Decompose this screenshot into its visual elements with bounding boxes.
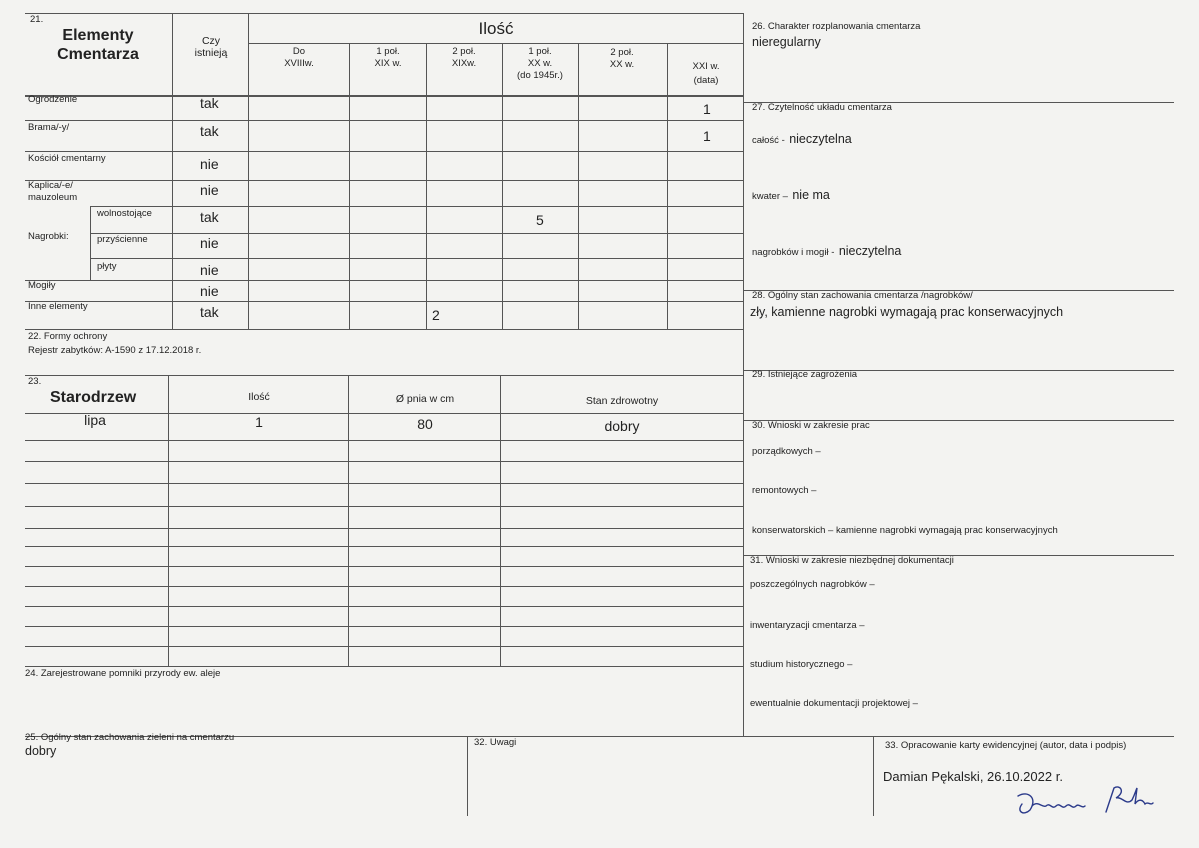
row-label: Kościół cmentarny — [28, 153, 106, 164]
period-header: 2 poł. — [452, 46, 476, 57]
period-header: XIXw. — [451, 58, 477, 69]
section-26-value: nieregularny — [752, 35, 821, 49]
rule — [25, 586, 743, 587]
period-header: XXI w. — [692, 61, 720, 72]
nagrobkow-value: nieczytelna — [838, 244, 902, 258]
exists-value: tak — [200, 95, 219, 111]
count-value: 5 — [536, 212, 544, 228]
rule — [25, 506, 743, 507]
rule — [25, 528, 743, 529]
count-value: 1 — [703, 128, 711, 144]
rule — [25, 646, 743, 647]
rule — [25, 13, 743, 14]
section-31-inwentaryzacji: inwentaryzacji cmentarza – — [750, 620, 865, 631]
row-label: Inne elementy — [28, 301, 88, 312]
section-28-label: 28. Ogólny stan zachowania cmentarza /nagrobków/ — [752, 290, 973, 301]
section-29-label: 29. Istniejące zagrożenia — [752, 369, 858, 380]
rule — [349, 43, 350, 329]
rule — [25, 375, 743, 376]
rule — [25, 606, 743, 607]
rule — [578, 43, 579, 329]
rule — [25, 413, 743, 414]
row-sublabel: wolnostojące — [97, 208, 152, 219]
period-header: XIX w. — [374, 58, 402, 69]
period-header: 2 poł. — [610, 47, 634, 58]
exists-value: tak — [200, 209, 219, 225]
count-value: 1 — [703, 101, 711, 117]
quantity-header: Ilość — [478, 19, 514, 38]
section-27-kwater — [752, 186, 830, 204]
row-label: Ogrodzenie — [28, 94, 78, 105]
section-32-label: 32. Uwagi — [474, 737, 517, 748]
period-header: XX w. — [609, 59, 635, 70]
section-31-label: 31. Wnioski w zakresie niezbędnej dokumentacji — [750, 555, 954, 566]
tree-quantity: 1 — [255, 414, 263, 430]
rule — [25, 566, 743, 567]
nagrobkow-label: nagrobków i mogił - — [752, 247, 835, 258]
exists-value: nie — [200, 283, 219, 299]
period-header: Do — [292, 46, 306, 57]
rule — [25, 280, 743, 281]
section-21-title-line1: Elementy — [62, 27, 134, 44]
row-sublabel: płyty — [97, 261, 117, 272]
exists-value: tak — [200, 304, 219, 320]
section-24-label: 24. Zarejestrowane pomniki przyrody ew. aleje — [25, 668, 221, 679]
exists-value: nie — [200, 262, 219, 278]
period-header: (do 1945r.) — [517, 70, 563, 81]
rule — [90, 206, 743, 207]
kwater-value: nie ma — [792, 188, 830, 202]
period-header: XVIIIw. — [284, 58, 314, 69]
rule — [25, 151, 743, 152]
exists-value: tak — [200, 123, 219, 139]
rule — [467, 736, 468, 816]
rule — [168, 375, 169, 666]
rule — [172, 13, 173, 329]
rule — [25, 483, 743, 484]
period-header: 1 poł. — [376, 46, 400, 57]
section-23-number: 23. — [28, 376, 42, 387]
section-22-value: Rejestr zabytków: A-1590 z 17.12.2018 r. — [28, 345, 202, 356]
kwater-label: kwater – — [752, 191, 788, 202]
row-label: mauzoleum — [28, 192, 78, 203]
period-header: 1 poł. — [528, 46, 552, 57]
rule — [502, 43, 503, 329]
count-value: 2 — [432, 307, 440, 323]
rule — [248, 43, 743, 44]
tree-diameter: 80 — [417, 416, 433, 432]
section-22-label: 22. Formy ochrony — [28, 331, 108, 342]
rule — [25, 666, 743, 667]
rule — [348, 375, 349, 666]
section-28-value: zły, kamienne nagrobki wymagają prac konserwacyjnych — [750, 305, 1064, 319]
section-31-poszczegolnych: poszczególnych nagrobków – — [750, 579, 875, 590]
tree-species: lipa — [84, 412, 106, 428]
section-27-label: 27. Czytelność układu cmentarza — [752, 102, 892, 113]
rule — [25, 546, 743, 547]
tree-health: dobry — [604, 418, 640, 434]
section-33-value: Damian Pękalski, 26.10.2022 r. — [883, 769, 1063, 784]
rule — [90, 258, 743, 259]
section-25-value: dobry — [25, 744, 57, 758]
section-26-label: 26. Charakter rozplanowania cmentarza — [752, 21, 921, 32]
nagrobki-label: Nagrobki: — [28, 231, 69, 242]
rule — [25, 626, 743, 627]
rule — [743, 13, 744, 736]
rule — [248, 13, 249, 329]
section-31-studium: studium historycznego – — [750, 659, 853, 670]
rule — [25, 440, 743, 441]
section-30-porzadkowe: porządkowych – — [752, 446, 821, 457]
trees-col-health: Stan zdrowotny — [585, 395, 659, 407]
rule — [90, 206, 91, 280]
calosc-value: nieczytelna — [789, 132, 852, 146]
row-label: Kaplica/-e/ — [28, 180, 73, 191]
exists-header-line1: Czy — [201, 35, 221, 47]
rule — [25, 95, 743, 97]
rule — [667, 43, 668, 329]
rule — [873, 736, 874, 816]
section-21-title-line2: Cmentarza — [57, 46, 139, 63]
section-21-number: 21. — [30, 14, 44, 25]
trees-col-quantity: Ilość — [248, 391, 270, 403]
section-30-label: 30. Wnioski w zakresie prac — [752, 420, 870, 431]
calosc-label: całość - — [752, 135, 785, 146]
handwritten-signature — [1010, 782, 1170, 822]
exists-value: nie — [200, 235, 219, 251]
rule — [25, 329, 743, 330]
rule — [500, 375, 501, 666]
exists-header-line2: istnieją — [194, 47, 228, 59]
rule — [426, 43, 427, 329]
section-31-projektowej: ewentualnie dokumentacji projektowej – — [750, 698, 918, 709]
rule — [25, 301, 743, 302]
section-25-label: 25. Ogólny stan zachowania zieleni na cmentarzu — [25, 732, 235, 743]
rule — [25, 461, 743, 462]
period-header: (data) — [693, 75, 719, 86]
rule — [90, 233, 743, 234]
exists-value: nie — [200, 156, 219, 172]
row-label: Brama/-y/ — [28, 122, 70, 133]
section-23-title: Starodrzew — [50, 389, 137, 406]
rule — [25, 120, 743, 121]
rule — [25, 180, 743, 181]
row-sublabel: przyścienne — [97, 234, 148, 245]
period-header: XX w. — [527, 58, 553, 69]
section-30-remontowe: remontowych – — [752, 485, 817, 496]
exists-value: nie — [200, 182, 219, 198]
trees-col-diameter: Ø pnia w cm — [395, 393, 455, 405]
row-label: Mogiły — [28, 280, 56, 291]
section-27-calosc — [752, 130, 852, 148]
section-30-konserwatorskie: konserwatorskich – kamienne nagrobki wymagają prac konserwacyjnych — [752, 525, 1058, 536]
section-33-label: 33. Opracowanie karty ewidencyjnej (autor, data i podpis) — [885, 740, 1127, 751]
section-27-nagrobkow — [752, 242, 901, 260]
